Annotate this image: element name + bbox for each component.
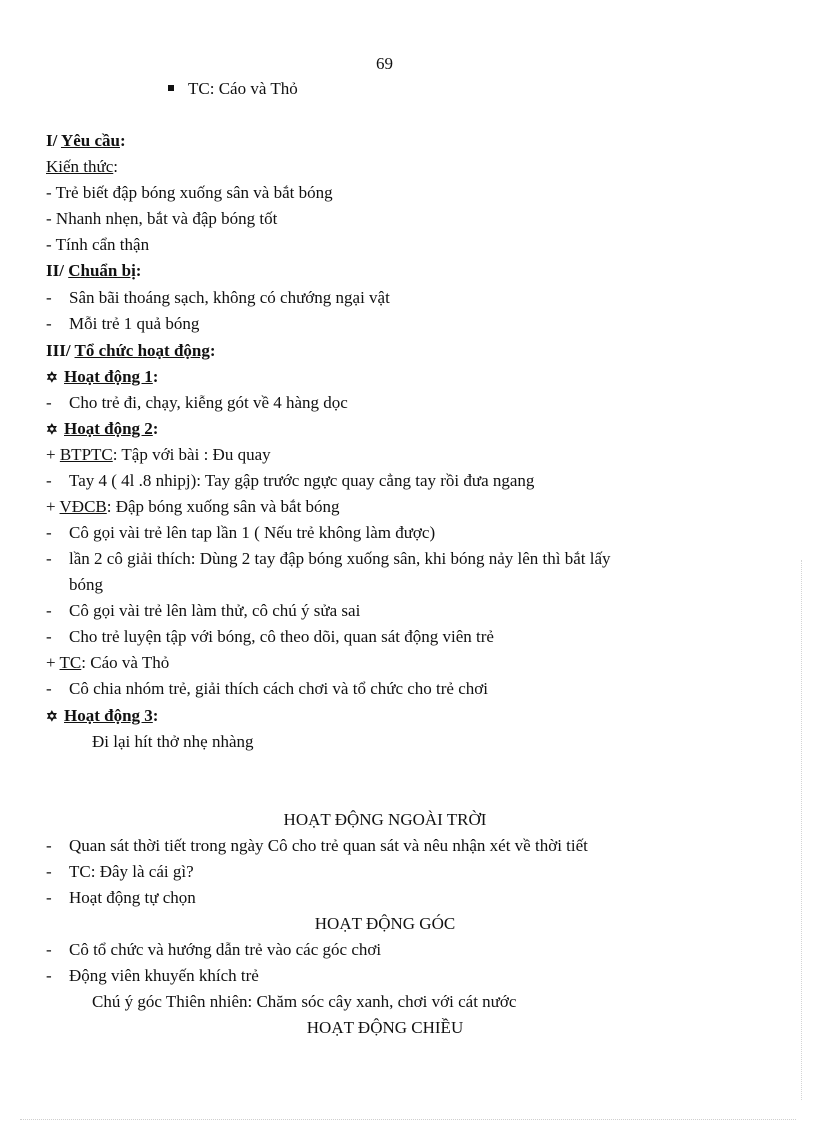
section-1-heading bbox=[46, 130, 126, 152]
prep-item: Mỗi trẻ 1 quả bóng bbox=[69, 314, 200, 333]
knowledge-line: - Trẻ biết đập bóng xuống sân và bắt bóng bbox=[46, 183, 333, 202]
corner-item: Cô tổ chức và hướng dẫn trẻ vào các góc chơi bbox=[69, 940, 382, 959]
prep-item: Sân bãi thoáng sạch, không có chướng ngại vật bbox=[69, 288, 390, 307]
outdoor-item: Hoạt động tự chọn bbox=[69, 888, 196, 907]
star-of-david-icon: ✡ bbox=[46, 710, 58, 725]
section-3-colon: : bbox=[209, 341, 216, 360]
section-1-colon: : bbox=[120, 131, 126, 150]
page-bottom-dots bbox=[20, 1119, 796, 1120]
btptc-item: Tay 4 ( 4l .8 nhipj): Tay gập trước ngực quay cẳng tay rồi đưa ngang bbox=[69, 471, 535, 490]
outdoor-item: Quan sát thời tiết trong ngày Cô cho trẻ quan sát và nêu nhận xét về thời tiết bbox=[69, 836, 588, 855]
section-3-heading bbox=[46, 340, 216, 362]
section-2-colon: : bbox=[135, 261, 142, 280]
tc-line bbox=[46, 652, 169, 674]
afternoon-heading: HOẠT ĐỘNG CHIỀU bbox=[306, 1018, 464, 1037]
activity-1-colon: : bbox=[152, 367, 159, 386]
star-of-david-icon: ✡ bbox=[46, 371, 58, 386]
btptc-text: : Tập với bài : Đu quay bbox=[112, 445, 271, 464]
section-1-title: Yêu cầu bbox=[60, 131, 120, 150]
section-1-prefix: I/ bbox=[46, 131, 61, 150]
top-bullet-text: TC: Cáo và Thỏ bbox=[188, 79, 298, 98]
activity-3-title: Hoạt động 3 bbox=[64, 706, 153, 725]
dash-bullet: - bbox=[46, 940, 52, 959]
vdcb-item: Cô gọi vài trẻ lên tap lần 1 ( Nếu trẻ không làm được) bbox=[69, 523, 436, 542]
tc-item: Cô chia nhóm trẻ, giải thích cách chơi và tổ chức cho trẻ chơi bbox=[69, 679, 488, 698]
activity-3-text: Đi lại hít thở nhẹ nhàng bbox=[92, 732, 254, 751]
corner-item: Động viên khuyến khích trẻ bbox=[69, 966, 259, 985]
dash-bullet: - bbox=[46, 627, 52, 646]
dash-bullet: - bbox=[46, 471, 52, 490]
page-edge-dots bbox=[801, 560, 802, 1100]
vdcb-item: Cho trẻ luyện tập với bóng, cô theo dõi, quan sát động viên trẻ bbox=[69, 627, 494, 646]
dash-bullet: - bbox=[46, 679, 52, 698]
knowledge-colon: : bbox=[113, 157, 119, 176]
dash-bullet: - bbox=[46, 393, 52, 412]
section-3-title: Tổ chức hoạt động bbox=[74, 341, 210, 360]
dash-bullet: - bbox=[46, 288, 52, 307]
activity-3-colon: : bbox=[152, 706, 159, 725]
dash-bullet: - bbox=[46, 836, 52, 855]
activity-2-colon: : bbox=[152, 419, 159, 438]
activity-1-item: Cho trẻ đi, chạy, kiễng gót về 4 hàng dọc bbox=[69, 393, 348, 412]
square-bullet-icon bbox=[168, 85, 174, 91]
btptc-label: BTPTC bbox=[59, 445, 113, 464]
page-number: 69 bbox=[376, 54, 393, 73]
knowledge-line: - Tính cẩn thận bbox=[46, 235, 150, 254]
top-bullet-item bbox=[168, 78, 298, 100]
dash-bullet: - bbox=[46, 523, 52, 542]
vdcb-text: : Đập bóng xuống sân và bắt bóng bbox=[106, 497, 340, 516]
tc-text: : Cáo và Thỏ bbox=[81, 653, 170, 672]
vdcb-item: lần 2 cô giải thích: Dùng 2 tay đập bóng xuống sân, khi bóng nảy lên thì bắt lấy bbox=[69, 549, 611, 568]
section-2-prefix: II/ bbox=[46, 261, 69, 280]
dash-bullet: - bbox=[46, 862, 52, 881]
knowledge-title: Kiến thức bbox=[46, 157, 114, 176]
vdcb-item-continuation: bóng bbox=[69, 575, 103, 594]
outdoor-item: TC: Đây là cái gì? bbox=[69, 862, 194, 881]
btptc-prefix: + bbox=[46, 445, 60, 464]
activity-3-heading bbox=[46, 705, 158, 729]
outdoor-heading: HOẠT ĐỘNG NGOÀI TRỜI bbox=[283, 810, 487, 829]
tc-label: TC bbox=[59, 653, 82, 672]
vdcb-item: Cô gọi vài trẻ lên làm thử, cô chú ý sửa sai bbox=[69, 601, 361, 620]
activity-2-heading bbox=[46, 418, 158, 442]
section-2-heading bbox=[46, 260, 141, 282]
dash-bullet: - bbox=[46, 966, 52, 985]
corner-note: Chú ý góc Thiên nhiên: Chăm sóc cây xanh, chơi với cát nước bbox=[92, 992, 517, 1011]
vdcb-line bbox=[46, 496, 340, 518]
section-3-prefix: III/ bbox=[46, 341, 75, 360]
vdcb-label: VĐCB bbox=[59, 497, 107, 516]
activity-1-heading bbox=[46, 366, 158, 390]
vdcb-prefix: + bbox=[46, 497, 60, 516]
star-of-david-icon: ✡ bbox=[46, 423, 58, 438]
dash-bullet: - bbox=[46, 314, 52, 333]
corner-heading: HOẠT ĐỘNG GÓC bbox=[314, 914, 456, 933]
tc-prefix: + bbox=[46, 653, 60, 672]
activity-1-title: Hoạt động 1 bbox=[64, 367, 153, 386]
dash-bullet: - bbox=[46, 601, 52, 620]
activity-2-title: Hoạt động 2 bbox=[64, 419, 153, 438]
dash-bullet: - bbox=[46, 549, 52, 568]
knowledge-line: - Nhanh nhẹn, bắt và đập bóng tốt bbox=[46, 209, 278, 228]
knowledge-heading bbox=[46, 156, 118, 178]
dash-bullet: - bbox=[46, 888, 52, 907]
btptc-line bbox=[46, 444, 271, 466]
section-2-title: Chuẩn bị bbox=[68, 261, 136, 280]
